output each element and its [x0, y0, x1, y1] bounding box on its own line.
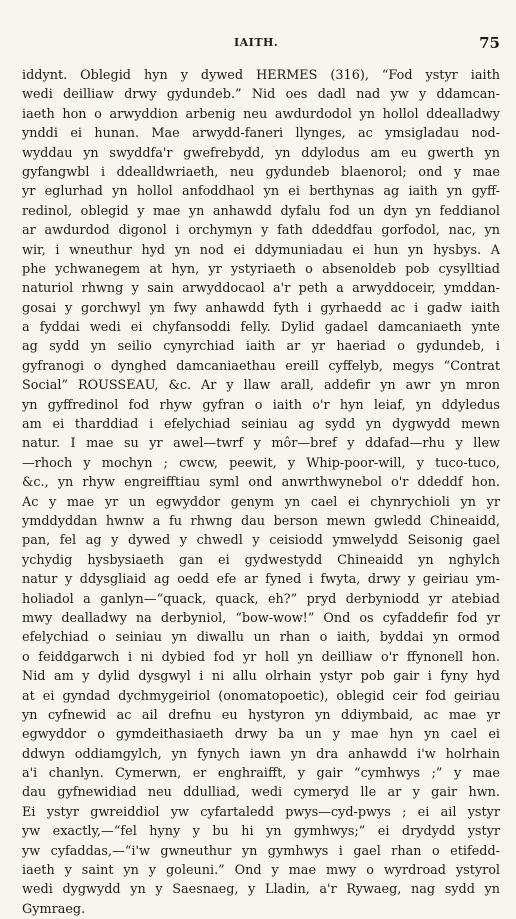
text-line: naturiol rhwng y sain arwyddocaol a'r peth a arwyddoceir, ymddan- — [22, 281, 500, 297]
text-line: yw exactly,—“fel hyny y bu hi yn gymhwys;” ei drydydd ystyr — [22, 824, 500, 840]
text-line: Social” ROUSSEAU, &c. Ar y llaw arall, addefir yn awr yn mron — [22, 378, 500, 394]
text-line: ymddyddan hwnw a fu rhwng dau berson mewn gwledd Chineaidd, — [22, 513, 500, 529]
text-line: —rhoch y mochyn ; cwcw, peewit, y Whip-poor-will, y tuco-tuco, — [22, 455, 500, 471]
text-line: wir, i wneuthur hyd yn nod ei ddymuniadau ei hun yn hysbys. A — [22, 242, 500, 258]
text-line: Ei ystyr gwreiddiol yw cyfartaledd pwys—cyd-pwys ; ei ail ystyr — [22, 804, 500, 820]
text-line: yw cyfaddas,—“i'w gwneuthur yn gymhwys i gael rhan o etifedd- — [22, 843, 500, 859]
text-line: redinol, oblegid y mae yn anhawdd dyfalu fod un dyn yn feddianol — [22, 203, 500, 219]
text-line: gosai y gorchwyl yn fwy anhawdd fyth i gyrhaedd ac i gadw iaith — [22, 300, 500, 316]
text-line: wyddau yn swyddfa'r gwefrebydd, yn ddylodus am eu gwerth yn — [22, 145, 500, 161]
page-number: 75 — [479, 34, 500, 52]
text-line: ag sydd yn seilio cynyrchiad iaith ar yr haeriad o gydundeb, i — [22, 339, 500, 355]
text-line: ychydig hysbysiaeth gan ei gydwestydd Chineaidd yn nghylch — [22, 552, 500, 568]
text-line: wedi dygwydd yn y Saesnaeg, y Lladin, a'r Rywaeg, nag sydd yn — [22, 882, 500, 898]
text-line: a'i chanlyn. Cymerwn, er enghraifft, y gair “cymhwys ;” y mae — [22, 766, 500, 782]
text-line: natur y ddysgliaid ag oedd efe ar fyned i fwyta, drwy y geiriau ym- — [22, 572, 500, 588]
text-line: am ei tharddiad i efelychiad seiniau ag sydd yn dygwydd mewn — [22, 417, 500, 433]
text-line: phe ychwanegem at hyn, yr ystyriaeth o absenoldeb pob cysylltiad — [22, 261, 500, 277]
text-line: dau gyfnewidiad neu ddulliad, wedi cymeryd lle ar y gair hwn. — [22, 785, 500, 801]
text-line: o feiddgarwch i ni dybied fod yr holl yn deilliaw o'r ffynonell hon. — [22, 649, 500, 665]
running-title: IAITH. — [234, 36, 279, 49]
text-line: yr eglurhad yn hollol anfoddhaol yn ei berthynas ag iaith yn gyff- — [22, 184, 500, 200]
text-line: wedi deilliaw drwy gydundeb.” Nid oes dadl nad yw y ddamcan- — [22, 87, 500, 103]
text-line: natur. I mae su yr awel—twrf y môr—bref y ddafad—rhu y llew — [22, 436, 500, 452]
body-text — [22, 66, 500, 919]
text-line: yn cyfnewid ac ail drefnu eu hystyron yn ddiymbaid, ac mae yr — [22, 707, 500, 723]
page-header — [22, 34, 500, 60]
book-page — [22, 34, 500, 919]
text-line: gyfranogi o dynghed damcaniaethau ereill cyffelyb, megys “Contrat — [22, 358, 500, 374]
text-line: iaeth hon o arwyddion arbenig neu awdurdodol yn hollol ddealladwy — [22, 106, 500, 122]
text-line: egwyddor o gymdeithasiaeth drwy ba un y mae hyn yn cael ei — [22, 727, 500, 743]
text-line: holiadol a ganlyn—“quack, quack, eh?” pryd derbyniodd yr atebiad — [22, 591, 500, 607]
text-line: iaeth y saint yn y goleuni.” Ond y mae mwy o wyrdroad ystyrol — [22, 863, 500, 879]
text-line: pan, fel ag y dywed y chwedl y ceisiodd ymwelydd Seisonig gael — [22, 533, 500, 549]
text-line: ddwyn oddiamgylch, yn fynych iawn yn dra anhawdd i'w holrhain — [22, 746, 500, 762]
text-line: mwy dealladwy na derbyniol, “bow-wow!” Ond os cyfaddefir fod yr — [22, 610, 500, 626]
text-line: at ei gyndad dychmygeiriol (onomatopoetic), oblegid ceir fod geiriau — [22, 688, 500, 704]
text-line: a fyddai wedi ei chyfansoddi felly. Dylid gadael damcaniaeth ynte — [22, 320, 500, 336]
text-line: Ac y mae yr un egwyddor genym yn cael ei chynrychioli yn yr — [22, 494, 500, 510]
text-line: efelychiad o seiniau yn diwallu un rhan o iaith, byddai yn ormod — [22, 630, 500, 646]
text-line: gyfangwbl i ddealldwriaeth, neu gydundeb blaenorol; ond y mae — [22, 164, 500, 180]
text-line: Nid am y dylid dysgwyl i ni allu olrhain ystyr pob gair i fyny hyd — [22, 669, 500, 685]
text-line: iddynt. Oblegid hyn y dywed HERMES (316), “Fod ystyr iaith — [22, 68, 500, 83]
text-line: ynddi ei hunan. Mae arwydd-faneri llynges, ac ymsigladau nod- — [22, 126, 500, 142]
text-line: ar awdurdod digonol i orchymyn y fath ddeddfau gorfodol, nac, yn — [22, 223, 500, 239]
text-line: Gymraeg. — [22, 901, 86, 917]
text-line: yn gyffredinol fod rhyw gyfran o iaith o'r hyn leiaf, yn ddyledus — [22, 397, 500, 413]
text-line: &c., yn rhyw engreifftiau syml ond anwrthwynebol o'r ddeddf hon. — [22, 475, 500, 491]
